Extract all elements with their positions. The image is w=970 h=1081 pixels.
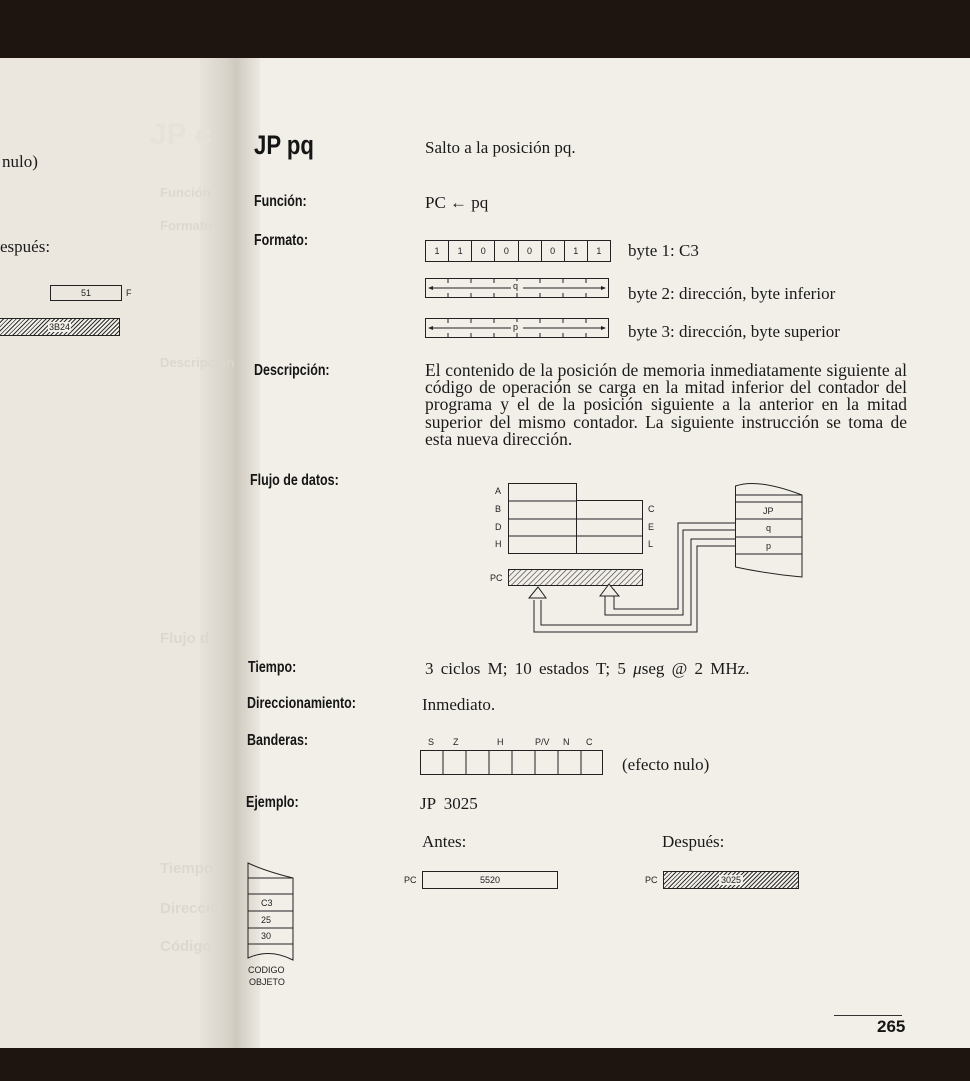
page-number: 265 (877, 1017, 906, 1036)
flag-s: S (428, 737, 435, 747)
byte1-text: byte 1: C3 (628, 241, 699, 260)
funcion-value: PC ← pq (425, 193, 489, 212)
flag-z: Z (453, 737, 459, 747)
page-title: JP pq (254, 130, 314, 160)
dataflow-graphic (488, 478, 808, 638)
ghost-text: Tiempo (160, 860, 214, 877)
left-register-box: 51 (50, 285, 122, 301)
flags-effect: (efecto nulo) (622, 755, 710, 774)
object-code-caption-2: OBJETO (249, 977, 285, 987)
ghost-text: JP c (150, 118, 212, 151)
bottom-shadow (0, 1048, 970, 1081)
ghost-text: Código (160, 938, 212, 955)
ejemplo-label: Ejemplo: (246, 794, 299, 811)
opcode-bit: 0 (519, 241, 542, 261)
flags-boxes (420, 750, 604, 776)
object-code-diagram (245, 858, 305, 990)
byte3-text: byte 3: dirección, byte superior (628, 322, 840, 341)
left-fragment-despues: espués: (0, 237, 51, 256)
reg-label-c: C (648, 504, 655, 514)
opcode-bit: 1 (449, 241, 472, 261)
byte2-text: byte 2: dirección, byte inferior (628, 284, 836, 303)
object-byte-25: 25 (261, 915, 272, 925)
reg-label-d: D (495, 522, 502, 532)
ghost-text: Formato (160, 218, 212, 233)
byte2-field-label: q (513, 281, 519, 291)
pc-label: PC (490, 573, 503, 583)
after-pc-register (663, 871, 799, 889)
formato-label: Formato: (254, 232, 309, 249)
ghost-text: Flujo d (160, 630, 210, 647)
tiempo-label: Tiempo: (248, 659, 297, 676)
opcode-bit: 0 (472, 241, 495, 261)
reg-label-e: E (648, 522, 655, 532)
ghost-text: Direcció (160, 900, 220, 917)
antes-label: Antes: (422, 832, 467, 851)
flag-h: H (497, 737, 504, 747)
tiempo-value-mu: μ (633, 659, 642, 678)
opcode-bit: 1 (596, 246, 602, 256)
memory-cell-q: q (766, 523, 772, 533)
object-code-graphic (245, 858, 305, 968)
banderas-label: Banderas: (247, 732, 309, 749)
tiempo-value (425, 659, 749, 679)
memory-cell-p: p (766, 541, 772, 551)
despues-label: Después: (662, 832, 725, 851)
description-text: El contenido de la posición de memoria inmediatamente siguiente al código de operación se carga en la mitad inferior del contador del programa y el de la posición siguiente a la anterior en la mitad superior del mismo contador. La siguiente instrucción se toma de esta nueva dirección. (425, 360, 907, 449)
page-number-rule (834, 1015, 902, 1016)
dataflow-diagram (488, 478, 808, 638)
funcion-label: Función: (254, 193, 307, 210)
byte3-field (425, 318, 609, 338)
opcode-bits (425, 240, 611, 262)
ejemplo-value: JP 3025 (420, 794, 478, 813)
left-hatched-value: 3B24 (48, 322, 71, 332)
flag-n: N (563, 737, 570, 747)
descripcion-label: Descripción: (254, 362, 330, 379)
tiempo-value-a: 3 ciclos M; 10 estados T; 5 (425, 659, 634, 678)
before-pc-label: PC (404, 875, 417, 885)
instruction-summary: Salto a la posición pq. (425, 138, 576, 157)
top-shadow (0, 0, 970, 58)
opcode-bit: 0 (542, 241, 565, 261)
memory-cell-jp: JP (763, 506, 774, 516)
reg-label-b: B (495, 504, 502, 514)
before-pc-register: 5520 (422, 871, 558, 889)
opcode-bit: 1 (565, 241, 588, 261)
flag-pv: P/V (535, 737, 550, 747)
object-code-caption-1: CODIGO (248, 965, 285, 975)
direccionamiento-value: Inmediato. (422, 695, 496, 714)
opcode-bit: 0 (495, 241, 518, 261)
left-register-letter: F (126, 288, 132, 298)
after-pc-label: PC (645, 875, 658, 885)
flag-c: C (586, 737, 593, 747)
tiempo-value-b: seg @ 2 MHz. (641, 659, 750, 678)
direccionamiento-label: Direccionamiento: (247, 695, 356, 712)
reg-label-h: H (495, 539, 502, 549)
after-pc-value: 3025 (720, 875, 742, 885)
flujo-label: Flujo de datos: (250, 472, 339, 489)
byte3-field-label: p (513, 322, 519, 332)
reg-label-a: A (495, 486, 502, 496)
left-hatched-register (0, 318, 120, 336)
object-byte-c3: C3 (261, 898, 273, 908)
left-fragment-nulo: nulo) (2, 152, 38, 171)
object-byte-30: 30 (261, 931, 272, 941)
flags-register (420, 737, 604, 777)
ghost-text: Descripción (160, 355, 235, 370)
opcode-bit: 1 (426, 241, 449, 261)
reg-label-l: L (648, 539, 654, 549)
byte2-field (425, 278, 609, 298)
ghost-text: Función (160, 185, 211, 200)
